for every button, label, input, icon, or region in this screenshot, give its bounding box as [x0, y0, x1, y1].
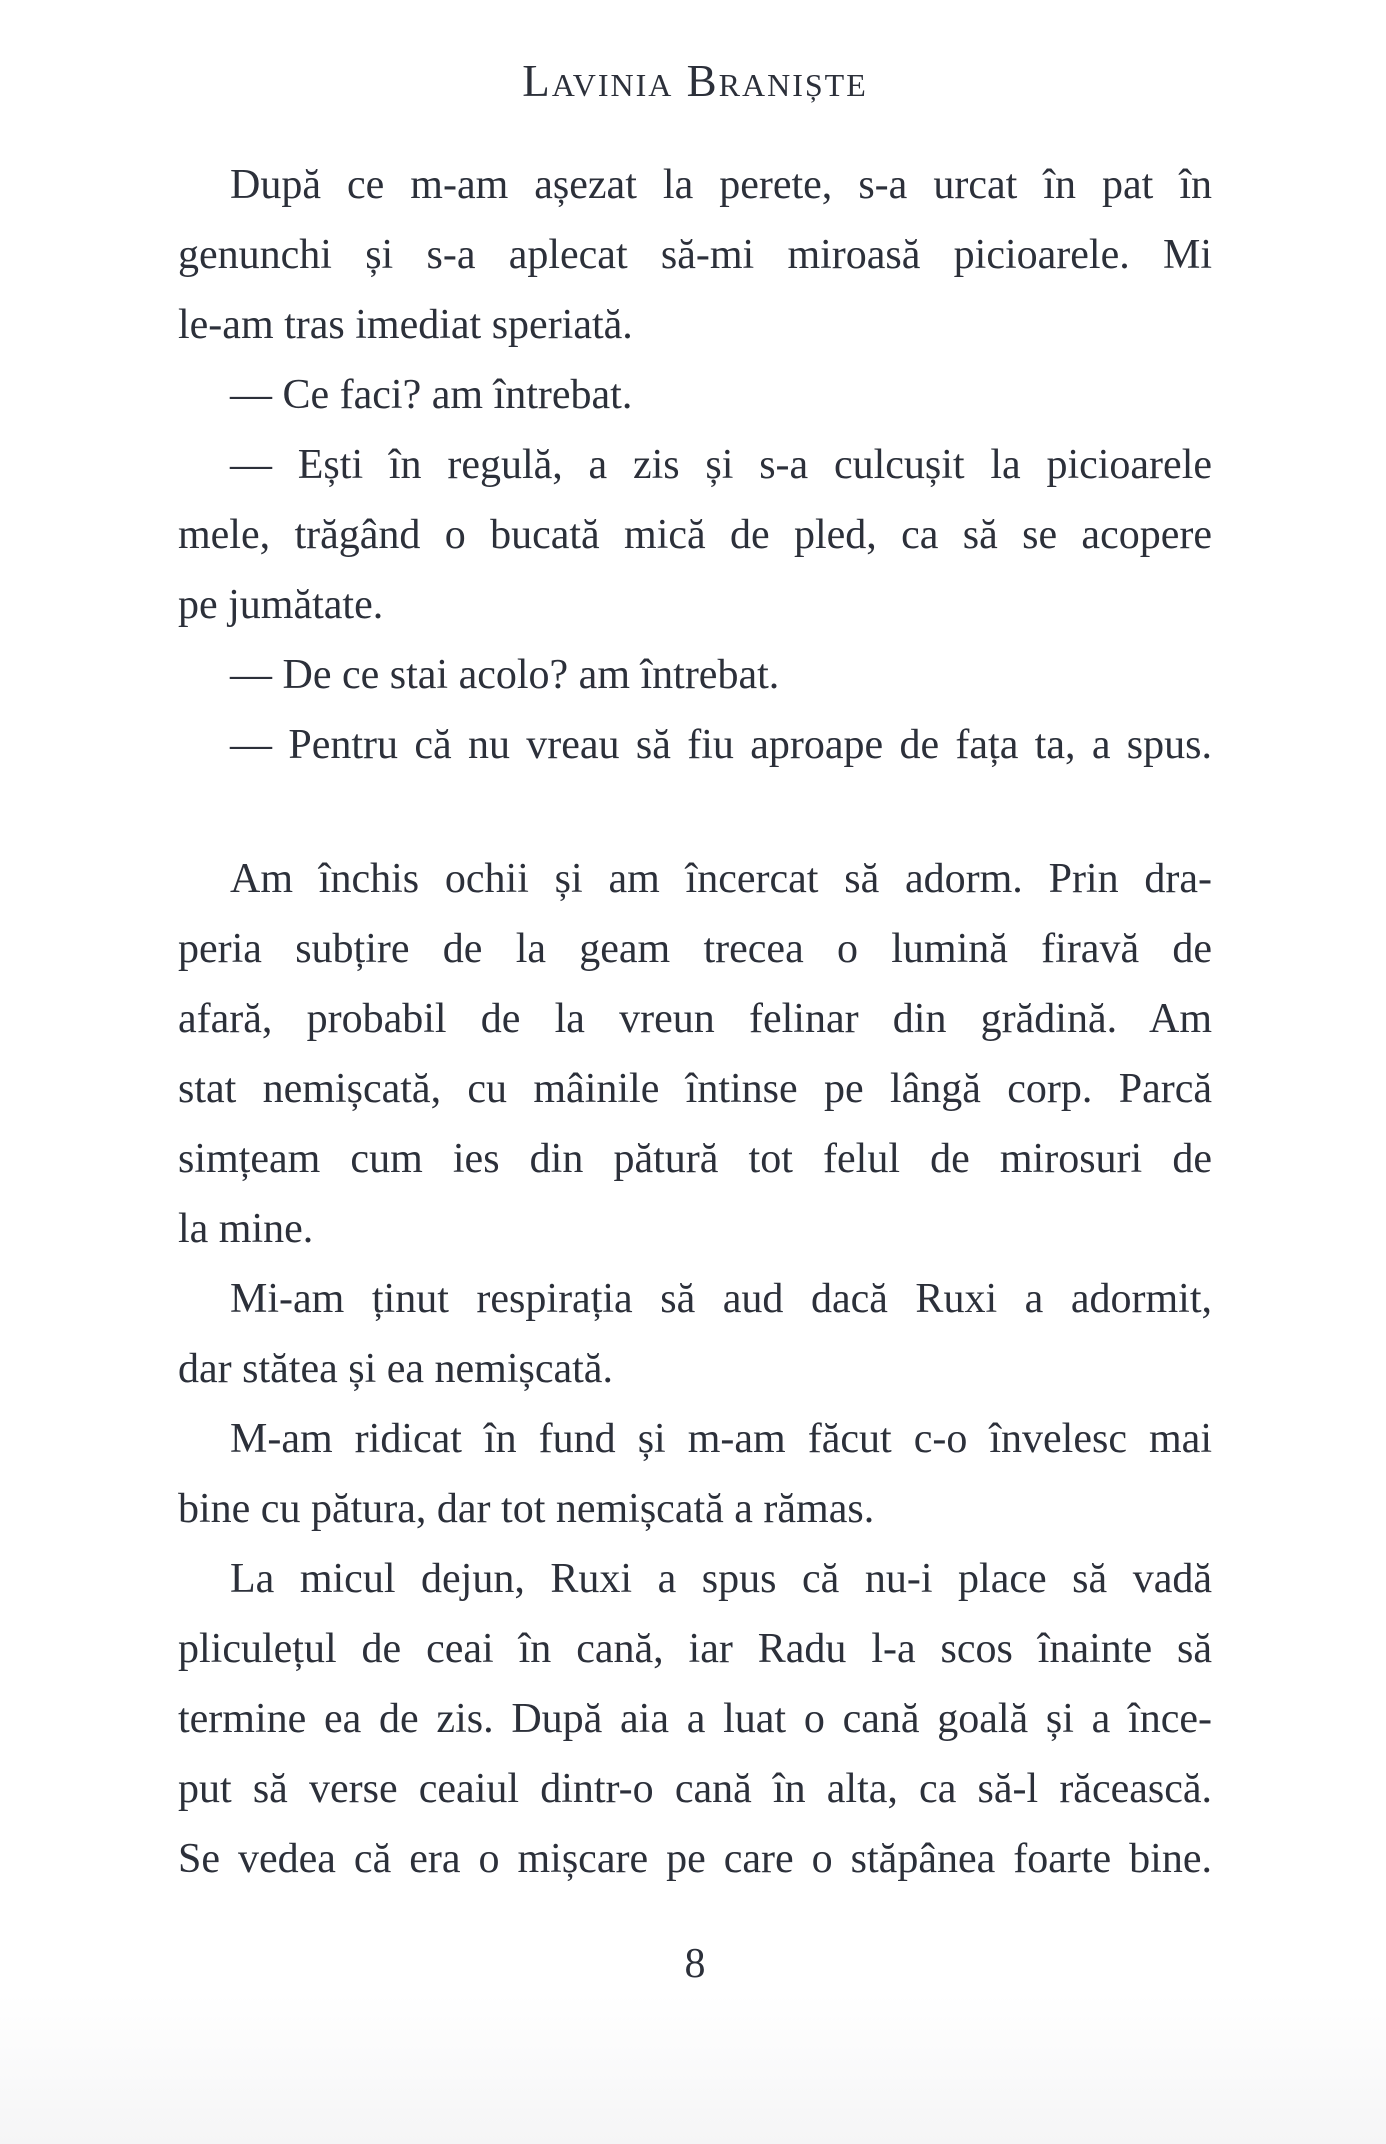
text-line: — Ce faci? am întrebat. — [230, 372, 633, 418]
text-line: la mine. — [178, 1206, 314, 1252]
text-line: pe jumătate. — [178, 582, 384, 628]
running-header: Lavinia Braniște — [522, 56, 868, 106]
text-line: stat nemișcată, cu mâinile întinse pe lângă corp. Parcă — [178, 1066, 1212, 1112]
book-page — [0, 56, 1386, 2144]
text-line: — De ce stai acolo? am întrebat. — [230, 652, 780, 698]
text-line: simțeam cum ies din pătură tot felul de mirosuri de — [178, 1136, 1212, 1182]
text-line: La micul dejun, Ruxi a spus că nu-i place să vadă — [230, 1556, 1212, 1602]
text-line: pliculețul de ceai în cană, iar Radu l-a scos înainte să — [178, 1626, 1212, 1672]
paragraph — [178, 150, 1212, 360]
paragraph — [178, 640, 1212, 710]
paragraph — [178, 844, 1212, 1264]
text-line: afară, probabil de la vreun felinar din grădină. Am — [178, 996, 1212, 1042]
paragraph — [178, 1404, 1212, 1544]
paragraph — [178, 360, 1212, 430]
text-line: peria subțire de la geam trecea o lumină firavă de — [178, 926, 1212, 972]
text-line: bine cu pătura, dar tot nemișcată a rămas. — [178, 1486, 875, 1532]
paragraph — [178, 1544, 1212, 1894]
paragraph — [178, 430, 1212, 640]
text-line: dar stătea și ea nemișcată. — [178, 1346, 613, 1392]
page-text — [178, 150, 1212, 1894]
text-line: M-am ridicat în fund și m-am făcut c-o învelesc mai — [230, 1416, 1212, 1462]
text-line: — Pentru că nu vreau să fiu aproape de fața ta, a spus. — [230, 722, 1212, 768]
text-line: genunchi și s-a aplecat să-mi miroasă picioarele. Mi — [178, 232, 1212, 278]
text-line: — Ești în regulă, a zis și s-a culcușit la picioarele — [230, 442, 1212, 488]
text-line: Am închis ochii și am încercat să adorm. Prin dra- — [230, 856, 1212, 902]
text-line: put să verse ceaiul dintr-o cană în alta, ca să-l răcească. — [178, 1766, 1212, 1812]
text-line: le-am tras imediat speriată. — [178, 302, 633, 348]
text-line: Mi-am ținut respirația să aud dacă Ruxi a adormit, — [230, 1276, 1212, 1322]
paragraph — [178, 710, 1212, 780]
page-number: 8 — [684, 1941, 706, 1987]
text-line: Se vedea că era o mișcare pe care o stăpânea foarte bine. — [178, 1836, 1212, 1882]
text-line: termine ea de zis. După aia a luat o cană goală și a înce- — [178, 1696, 1212, 1742]
text-line: mele, trăgând o bucată mică de pled, ca să se acopere — [178, 512, 1212, 558]
text-line: După ce m-am așezat la perete, s-a urcat în pat în — [230, 162, 1212, 208]
paragraph — [178, 1264, 1212, 1404]
